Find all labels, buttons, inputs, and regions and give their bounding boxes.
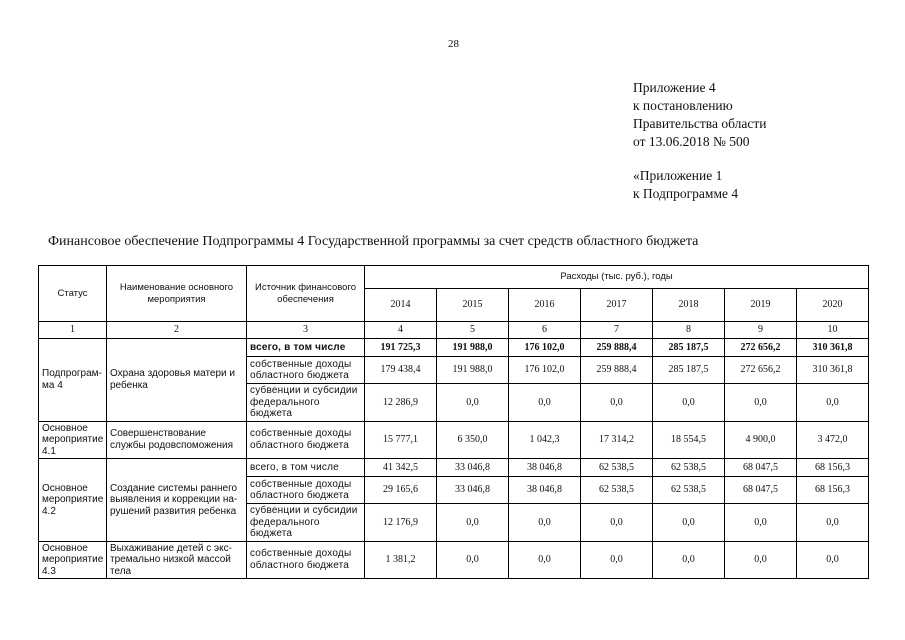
value-cell: 1 042,3: [509, 421, 581, 459]
source-cell: собственные доходы областного бюджета: [247, 421, 365, 459]
value-cell: 0,0: [437, 504, 509, 542]
value-cell: 0,0: [437, 541, 509, 579]
appendix-line: Правительства области: [633, 116, 767, 131]
status-cell: Подпрограм-ма 4: [39, 339, 107, 422]
source-cell: собственные доходы областного бюджета: [247, 541, 365, 579]
value-cell: 0,0: [797, 384, 869, 422]
value-cell: 0,0: [437, 384, 509, 422]
column-index: 4: [365, 322, 437, 339]
column-index: 5: [437, 322, 509, 339]
source-cell: всего, в том числе: [247, 339, 365, 357]
header-year: 2017: [581, 289, 653, 322]
document-title: Финансовое обеспечение Подпрограммы 4 Государственной программы за счет средств областного бюджета: [48, 234, 699, 249]
appendix-line: к Подпрограмме 4: [633, 186, 739, 201]
column-index: 9: [725, 322, 797, 339]
header-year: 2018: [653, 289, 725, 322]
value-cell: 33 046,8: [437, 459, 509, 477]
value-cell: 3 472,0: [797, 421, 869, 459]
value-cell: 0,0: [725, 504, 797, 542]
financing-table: [38, 265, 869, 579]
value-cell: 176 102,0: [509, 357, 581, 384]
value-cell: 0,0: [509, 541, 581, 579]
value-cell: 310 361,8: [797, 357, 869, 384]
value-cell: 68 047,5: [725, 459, 797, 477]
value-cell: 191 725,3: [365, 339, 437, 357]
value-cell: 41 342,5: [365, 459, 437, 477]
value-cell: 68 047,5: [725, 477, 797, 504]
value-cell: 0,0: [509, 504, 581, 542]
column-index: 10: [797, 322, 869, 339]
appendix-block: [633, 79, 766, 203]
column-index: 1: [39, 322, 107, 339]
value-cell: 62 538,5: [581, 459, 653, 477]
column-index: 8: [653, 322, 725, 339]
value-cell: 62 538,5: [581, 477, 653, 504]
value-cell: 68 156,3: [797, 477, 869, 504]
status-cell: Основное мероприятие 4.1: [39, 421, 107, 459]
table-row: [39, 339, 869, 357]
column-index-row: [39, 322, 869, 339]
value-cell: 191 988,0: [437, 339, 509, 357]
header-year: 2014: [365, 289, 437, 322]
header-source: Источник финансового обеспечения: [247, 266, 365, 322]
value-cell: 0,0: [581, 504, 653, 542]
column-index: 7: [581, 322, 653, 339]
header-year: 2016: [509, 289, 581, 322]
status-cell: Основное мероприятие 4.2: [39, 459, 107, 542]
value-cell: 0,0: [653, 384, 725, 422]
table-row: [39, 421, 869, 459]
table-row: [39, 459, 869, 477]
value-cell: 38 046,8: [509, 477, 581, 504]
value-cell: 17 314,2: [581, 421, 653, 459]
value-cell: 272 656,2: [725, 357, 797, 384]
value-cell: 310 361,8: [797, 339, 869, 357]
value-cell: 179 438,4: [365, 357, 437, 384]
measure-name-cell: Выхаживание детей с экс-тремально низкой массой тела: [107, 541, 247, 579]
appendix-line: к постановлению: [633, 98, 733, 113]
value-cell: 62 538,5: [653, 459, 725, 477]
value-cell: 0,0: [797, 504, 869, 542]
value-cell: 259 888,4: [581, 339, 653, 357]
header-year: 2019: [725, 289, 797, 322]
measure-name-cell: Охрана здоровья матери и ребенка: [107, 339, 247, 422]
appendix-line: «Приложение 1: [633, 168, 723, 183]
source-cell: всего, в том числе: [247, 459, 365, 477]
value-cell: 15 777,1: [365, 421, 437, 459]
value-cell: 0,0: [797, 541, 869, 579]
value-cell: 0,0: [653, 541, 725, 579]
value-cell: 176 102,0: [509, 339, 581, 357]
appendix-line: от 13.06.2018 № 500: [633, 134, 750, 149]
header-expenses: Расходы (тыс. руб.), годы: [365, 266, 869, 289]
header-year: 2015: [437, 289, 509, 322]
value-cell: 0,0: [653, 504, 725, 542]
header-name: Наименование основного мероприятия: [107, 266, 247, 322]
value-cell: 12 286,9: [365, 384, 437, 422]
header-status: Статус: [39, 266, 107, 322]
value-cell: 38 046,8: [509, 459, 581, 477]
value-cell: 191 988,0: [437, 357, 509, 384]
value-cell: 1 381,2: [365, 541, 437, 579]
header-year: 2020: [797, 289, 869, 322]
status-cell: Основное мероприятие 4.3: [39, 541, 107, 579]
page-number: 28: [448, 38, 459, 50]
column-index: 6: [509, 322, 581, 339]
column-index: 3: [247, 322, 365, 339]
value-cell: 68 156,3: [797, 459, 869, 477]
value-cell: 0,0: [581, 384, 653, 422]
measure-name-cell: Создание системы раннего выявления и коррекции на-рушений развития ребенка: [107, 459, 247, 542]
table-row: [39, 541, 869, 579]
column-index: 2: [107, 322, 247, 339]
source-cell: собственные доходы областного бюджета: [247, 357, 365, 384]
source-cell: субвенции и субсидии федерального бюджета: [247, 504, 365, 542]
value-cell: 4 900,0: [725, 421, 797, 459]
value-cell: 62 538,5: [653, 477, 725, 504]
value-cell: 0,0: [725, 384, 797, 422]
value-cell: 0,0: [509, 384, 581, 422]
value-cell: 285 187,5: [653, 357, 725, 384]
appendix-line: Приложение 4: [633, 80, 716, 95]
measure-name-cell: Совершенствование службы родовспоможения: [107, 421, 247, 459]
value-cell: 0,0: [725, 541, 797, 579]
value-cell: 12 176,9: [365, 504, 437, 542]
source-cell: собственные доходы областного бюджета: [247, 477, 365, 504]
value-cell: 29 165,6: [365, 477, 437, 504]
value-cell: 6 350,0: [437, 421, 509, 459]
value-cell: 285 187,5: [653, 339, 725, 357]
value-cell: 18 554,5: [653, 421, 725, 459]
value-cell: 33 046,8: [437, 477, 509, 504]
source-cell: субвенции и субсидии федерального бюджета: [247, 384, 365, 422]
value-cell: 259 888,4: [581, 357, 653, 384]
value-cell: 272 656,2: [725, 339, 797, 357]
value-cell: 0,0: [581, 541, 653, 579]
